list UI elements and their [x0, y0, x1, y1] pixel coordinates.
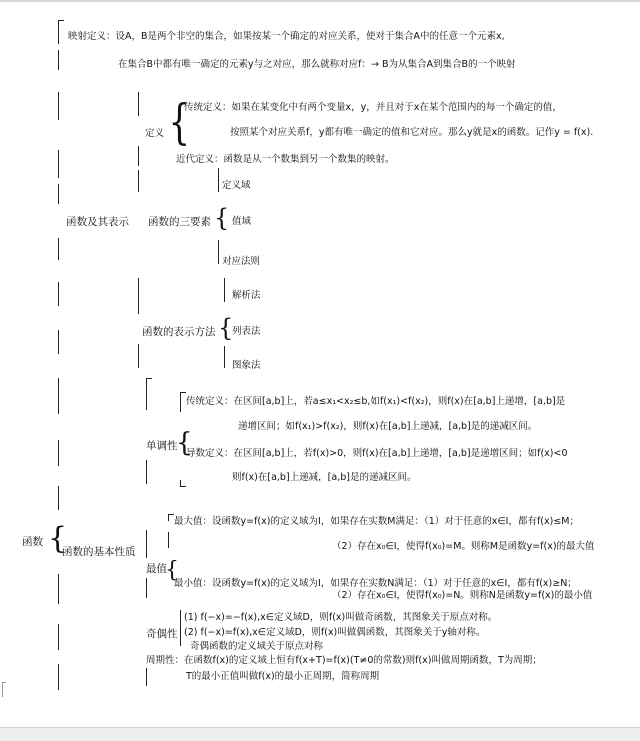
properties-bracket-d: [146, 578, 147, 598]
max-bracket-line: [168, 532, 169, 548]
parity-label: 奇偶性: [146, 628, 178, 640]
window-bottom-edge: [0, 727, 640, 741]
three-elements-label: 函数的三要素: [148, 216, 211, 228]
properties-bracket-a: [146, 382, 147, 410]
representation-bracket-top: [224, 278, 225, 302]
parity-odd: (1) f(−x)=−f(x),x∈定义域D，则f(x)叫做奇函数，其图象关于原点对称。: [184, 612, 498, 623]
min-value-line1: 最小值：设函数y=f(x)的定义域为I，如果存在实数N满足：（1）对于任意的x∈I，都有f(x)≥N；: [174, 578, 577, 589]
extremum-brace-icon: {: [165, 558, 179, 583]
monotonicity-traditional-line2: 递增区间；如f(x₁)>f(x₂)，则f(x)在[a,b]上递减，[a,b]是的递减区间。: [238, 421, 538, 432]
properties-bracket-e: [146, 668, 147, 686]
repr-outer-bracket-upper-c: [58, 184, 59, 204]
root-bracket-f: [58, 664, 59, 690]
monotonicity-bracket-bottom: [180, 480, 186, 487]
monotonicity-label: 单调性: [146, 440, 178, 452]
definition-brace-icon: {: [168, 94, 190, 150]
root-bracket-b: [58, 440, 59, 466]
representation-bracket-b: [138, 344, 139, 368]
representation-item-graph: 图象法: [232, 360, 261, 371]
parity-bracket-line: [180, 610, 181, 646]
definition-bracket-b: [138, 146, 139, 166]
parity-even: (2) f(−x)=f(x),x∈定义域D，则f(x)叫做偶函数，其图象关于y轴对称。: [184, 627, 486, 638]
max-value-line2: （2）存在x₀∈I，使得f(x₀)=M。则称M是函数y=f(x)的最大值: [332, 541, 595, 552]
properties-label: 函数的基本性质: [62, 546, 136, 558]
properties-bracket-b: [146, 460, 147, 484]
mapping-bracket-line: [58, 24, 59, 44]
paragraph-mark-icon: [2, 682, 6, 697]
max-value-line1: 最大值：设函数y=f(x)的定义域为I，如果存在实数M满足：（1）对于任意的x∈I，都有f(x)≤M；: [174, 516, 579, 527]
representation-bracket-bottom: [224, 346, 225, 368]
repr-outer-bracket-lower-b: [58, 282, 59, 306]
min-value-line2: （2）存在x₀∈I，使得f(x₀)=N。则称N是函数y=f(x)的最小值: [332, 590, 593, 601]
definition-bracket-a: [138, 92, 139, 116]
function-repr-label: 函数及其表示: [66, 216, 129, 228]
traditional-definition-line2: 按照某个对应关系f，y都有唯一确定的值和它对应。那么y就是x的函数。记作y = f(x).: [230, 127, 594, 138]
root-brace-icon: {: [48, 521, 68, 556]
representation-brace-icon: {: [218, 314, 234, 342]
root-bracket-e: [58, 624, 59, 650]
representation-item-analytic: 解析法: [232, 290, 261, 301]
mapping-bracket-top: [58, 20, 64, 27]
root-bracket-a: [58, 378, 59, 414]
periodicity-line2: T的最小正值叫做f(x)的最小正周期，简称周期: [186, 671, 380, 682]
three-elements-item-rule: 对应法则: [222, 256, 261, 267]
representation-bracket-a: [138, 278, 139, 314]
definition-label: 定义: [145, 128, 165, 139]
repr-outer-bracket-upper-b: [58, 150, 59, 178]
three-elements-item-range: 值域: [232, 216, 252, 227]
three-elements-bracket-bottom: [218, 240, 219, 264]
three-elements-item-domain: 定义域: [222, 180, 251, 191]
monotonicity-traditional-line1: 传统定义：在区间[a,b]上，若a≤x₁<x₂≤b,如f(x₁)<f(x₂)，则f(x)在[a,b]上递增，[a,b]是: [186, 396, 566, 407]
periodicity-line1: 周期性：在函数f(x)的定义域上恒有f(x+T)=f(x)(T≠0的常数)则f(x)叫做周期函数，T为周期；: [146, 655, 542, 666]
mapping-definition-line2: 在集合B中都有唯一确定的元素y与之对应，那么就称对应f：→ B为从集合A到集合B的一个映射: [118, 59, 516, 70]
root-bracket-d: [58, 574, 59, 604]
repr-outer-bracket-upper-a: [58, 92, 59, 120]
monotonicity-derivative-line2: 则f(x)在[a,b]上递减，[a,b]是的递减区间。: [232, 472, 417, 483]
repr-outer-bracket-lower-a: [58, 238, 59, 260]
mapping-definition-line1: 映射定义：设A，B是两个非空的集合，如果按某一个确定的对应关系，使对于集合A中的任意一个元素x,: [68, 31, 505, 42]
monotonicity-brace-icon: {: [176, 428, 193, 458]
mapping-bracket-line-2: [58, 50, 59, 70]
properties-bracket-top: [146, 378, 152, 385]
three-elements-bracket-top: [218, 168, 219, 192]
traditional-definition-line1: 传统定义：如果在某变化中有两个变量x，y，并且对于x在某个范围内的每一个确定的值，: [184, 102, 562, 113]
extremum-label: 最值: [146, 563, 167, 575]
root-bracket-c: [58, 486, 59, 510]
representation-label: 函数的表示方法: [142, 326, 216, 338]
properties-bracket-c: [146, 530, 147, 558]
definition-bracket-c: [138, 170, 139, 192]
monotonicity-derivative-line1: 导数定义：在区间[a,b]上，若f(x)>0，则f(x)在[a,b]上递增，[a,b]是递增区间；如f(x)<0: [186, 448, 568, 459]
three-elements-brace-icon: {: [214, 204, 230, 232]
modern-definition: 近代定义：函数是从一个数集到另一个数集的映射。: [176, 154, 395, 165]
repr-outer-bracket-lower-c: [58, 330, 59, 354]
representation-item-table: 列表法: [232, 326, 261, 337]
window-top-edge: [0, 0, 640, 2]
parity-note: 奇偶函数的定义域关于原点对称: [190, 641, 324, 652]
root-label: 函数: [22, 536, 43, 548]
